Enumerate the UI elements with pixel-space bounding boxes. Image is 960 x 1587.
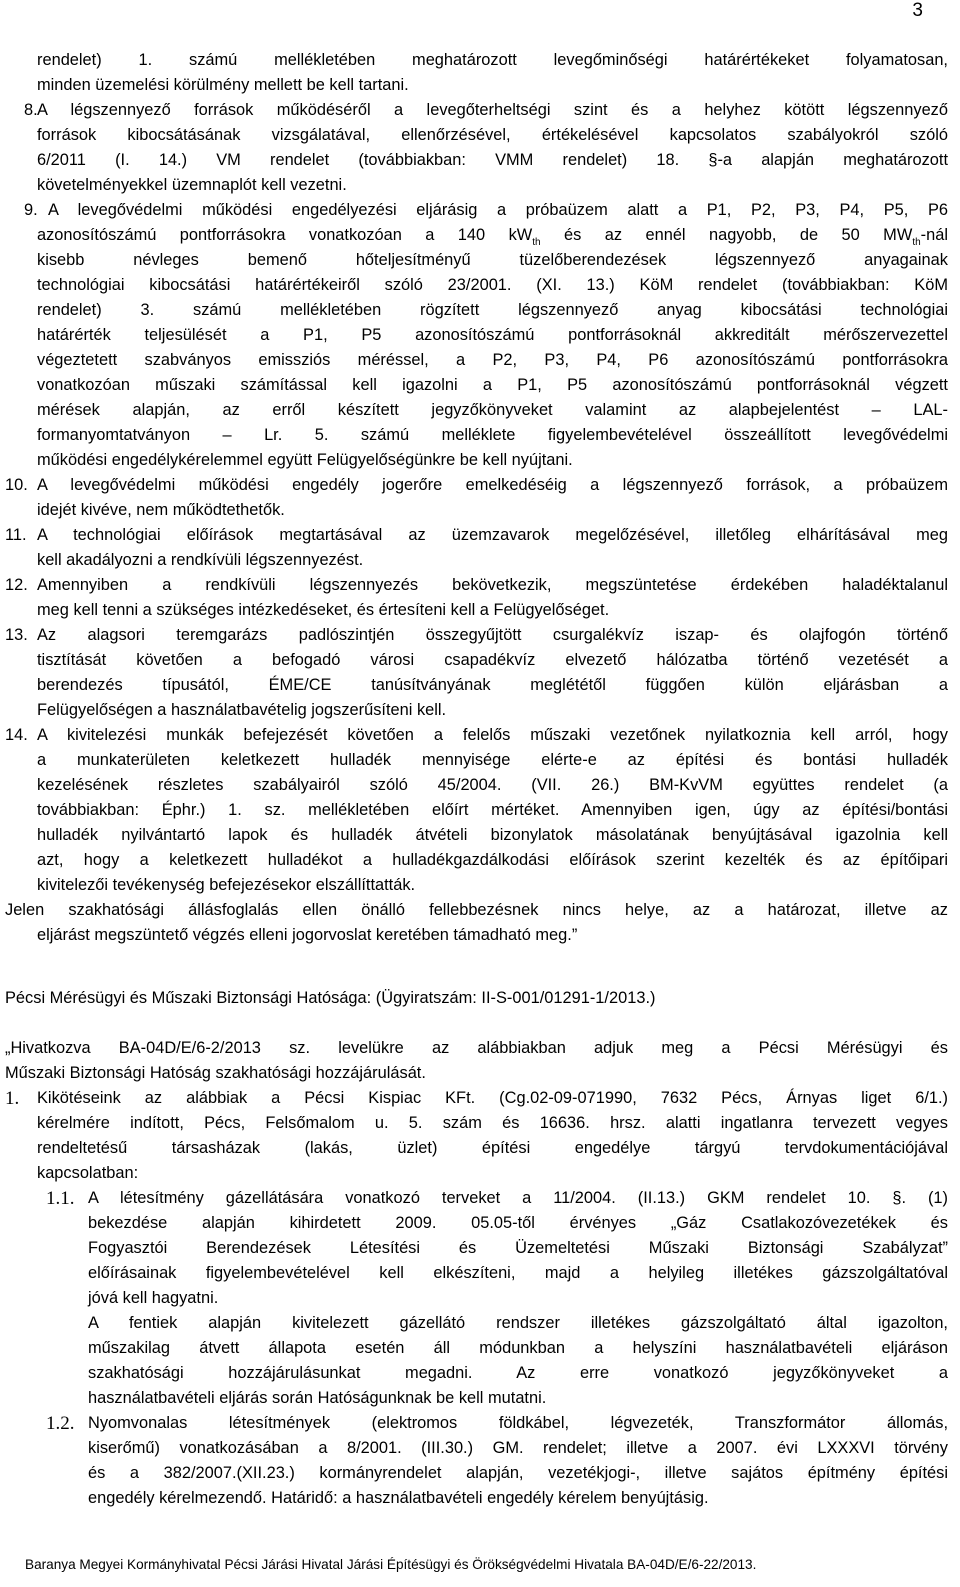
paragraph-12-line: meg kell tenni a szükséges intézkedéseket, és értesíteni kell a Felügyelőséget.	[37, 601, 610, 619]
paragraph-9-line: technológiai kibocsátási határértékeiről szóló 23/2001. (XI. 13.) KöM rendelet (továbbiakban: KöM	[37, 276, 948, 294]
reference-line: Műszaki Biztonsági Hatóság szakhatósági hozzájárulását.	[5, 1064, 426, 1082]
paragraph-14-line: A kivitelezési munkák befejezését követően a felelős műszaki vezetőnek nyilatkoznia kell arról, hogy	[37, 726, 948, 744]
closing-statement-line: Jelen szakhatósági állásfoglalás ellen önálló fellebbezésnek nincs helye, az a határozat, illetve az	[5, 901, 948, 919]
paragraph-8-line: források kibocsátásának vizsgálatával, ellenőrzésével, értékelésével kapcsolatos szabályokról szóló	[37, 126, 948, 144]
paragraph-11-line: kell akadályozni a rendkívüli légszennyezést.	[37, 551, 364, 569]
paragraph-9-line: kisebb névleges bemenő hőteljesítményű tüzelőberendezések légszennyező anyagainak	[37, 251, 948, 269]
paragraph-7-line: rendelet) 1. számú mellékletében meghatározott levegőminőségi határértékeket folyamatosan,	[37, 51, 948, 69]
paragraph-9-line: határérték teljesülését a P1, P5 azonosítószámú pontforrásoknál akkreditált mérőszervezettel	[37, 326, 948, 344]
paragraph-9-line: rendelet) 3. számú mellékletében rögzített légszennyező anyag kibocsátási technológiai	[37, 301, 948, 319]
section-1-1-paragraph-line: szakhatósági hozzájárulásunkat megadni. Az erre vonatkozó jegyzőkönyveket a	[88, 1364, 948, 1382]
item-number: 9.	[24, 201, 38, 219]
section-number: 1.1.	[46, 1188, 75, 1209]
item-number: 10.	[5, 476, 28, 494]
paragraph-11-line: A technológiai előírások megtartásával az üzemzavarok megelőzésével, illetőleg elhárításával meg	[37, 526, 948, 544]
section-number: 1.	[5, 1088, 20, 1109]
section-1-1-line: jóvá kell hagyatni.	[88, 1289, 219, 1307]
section-1-1-line: bekezdése alapján kihirdetett 2009. 05.05-től érvényes „Gáz Csatlakozóvezetékek és	[88, 1214, 948, 1232]
paragraph-9-line: A levegővédelmi működési engedélyezési eljárásig a próbaüzem alatt a P1, P2, P3, P4, P5, P6	[48, 201, 948, 219]
paragraph-9-line: formanyomtatványon – Lr. 5. számú melléklete figyelembevételével összeállított levegővédelmi	[37, 426, 948, 444]
paragraph-12-line: Amennyiben a rendkívüli légszennyezés bekövetkezik, megszüntetése érdekében haladéktalanul	[37, 576, 948, 594]
paragraph-14-line: kivitelezői tevékenység befejezésekor elszállíttatták.	[37, 876, 416, 894]
item-number: 11.	[5, 526, 27, 544]
paragraph-14-line: továbbiakban: Éphr.) 1. sz. mellékletében előírt mértéket. Amennyiben igen, úgy az építési/bontási	[37, 801, 948, 819]
item-number: 8.	[24, 101, 38, 119]
paragraph-14-line: kezelésének részletes szabályairól szóló 45/2004. (VII. 26.) BM-KvVM együttes rendelet (a	[37, 776, 948, 794]
section-1-2-line: Nyomvonalas létesítmények (elektromos földkábel, légvezeték, Transzformátor állomás,	[88, 1414, 948, 1432]
paragraph-8-line: követelményekkel üzemnaplót kell vezetni.	[37, 176, 347, 194]
paragraph-14-line: a munkaterületen keletkezett hulladék mennyisége elérte-e az építési és bontási hulladék	[37, 751, 948, 769]
paragraph-10-line: idejét kivéve, nem működtethetők.	[37, 501, 285, 519]
paragraph-9-line: vonatkozóan műszaki számítással kell igazolni a P1, P5 azonosítószámú pontforrásoknál végzett	[37, 376, 948, 394]
section-1-1-line: Fogyasztói Berendezések Létesítési és Üzemeltetési Műszaki Biztonsági Szabályzat”	[88, 1239, 948, 1257]
paragraph-13-line: Felügyelőségen a használatbavételig jogszerűsíteni kell.	[37, 701, 447, 719]
section-1-1-paragraph-line: A fentiek alapján kivitelezett gázellátó rendszer illetékes gázszolgáltató által igazolton,	[88, 1314, 948, 1332]
paragraph-14-line: azt, hogy a keletkezett hulladékot a hulladékgazdálkodási előírások szerint kezelték és az építőipari	[37, 851, 948, 869]
paragraph-9-line: működési engedélykérelemmel együtt Felügyelőségünkre be kell nyújtani.	[37, 451, 573, 469]
section-1-line: kérelmére indított, Pécs, Felsőmalom u. 5. szám és 16636. hrsz. alatti ingatlanra tervezett vegyes	[37, 1114, 948, 1132]
paragraph-7-line: minden üzemelési körülmény mellett be kell tartani.	[37, 76, 409, 94]
paragraph-10-line: A levegővédelmi működési engedély jogerőre emelkedéséig a légszennyező források, a próbaüzem	[37, 476, 948, 494]
paragraph-9-line: végeztetett szabványos emissziós méréssel, a P2, P3, P4, P6 azonosítószámú pontforrásokra	[37, 351, 948, 369]
paragraph-9-line: azonosítószámú pontforrásokra vonatkozóan a 140 $kW_{th}$ és az ennél nagyobb, de 50 $MW_{th}$-nál	[37, 226, 948, 249]
authority-heading: Pécsi Mérésügyi és Műszaki Biztonsági Hatósága: (Ügyiratszám: II-S-001/01291-1/2013.)	[5, 989, 656, 1007]
paragraph-8-line: A légszennyező források működéséről a levegőterheltségi szint és a helyhez kötött légszennyező	[37, 101, 948, 119]
paragraph-14-line: hulladék nyilvántartó lapok és hulladék átvételi bizonylatok másolatának benyújtásával igazolnia kell	[37, 826, 948, 844]
reference-line: „Hivatkozva BA-04D/E/6-2/2013 sz. levelükre az alábbiakban adjuk meg a Pécsi Mérésügyi és	[5, 1039, 948, 1057]
section-1-1-line: előírásainak figyelembevételével kell elkészíteni, majd a helyileg illetékes gázszolgáltatóval	[88, 1264, 948, 1282]
paragraph-8-line: 6/2011 (I. 14.) VM rendelet (továbbiakban: VMM rendelet) 18. §-a alapján meghatározott	[37, 151, 948, 169]
item-number: 13.	[5, 626, 28, 644]
paragraph-9-line: mérések alapján, az erről készített jegyzőkönyveket valamint az alapbejelentést – LAL-	[37, 401, 948, 419]
page-footer: Baranya Megyei Kormányhivatal Pécsi Járási Hivatal Járási Építésügyi és Örökségvédelmi Hivatala BA-04D/E/6-22/2013.	[25, 1557, 757, 1572]
section-1-line: kapcsolatban:	[37, 1164, 139, 1182]
section-1-line: rendeltetésű társasházak (lakás, üzlet) építési engedélye tárgyú tervdokumentációjával	[37, 1139, 948, 1157]
section-1-2-line: és a 382/2007.(XII.23.) kormányrendelet alapján, vezetékjogi-, illetve sajátos építmény építési	[88, 1464, 948, 1482]
item-number: 14.	[5, 726, 28, 744]
paragraph-13-line: tisztítását követően a befogadó városi csapadékvíz elvezető hálózatba történő vezetését a	[37, 651, 948, 669]
section-1-2-line: engedély kérelmezendő. Határidő: a használatbavételi engedély kérelem benyújtásig.	[88, 1489, 709, 1507]
section-1-1-paragraph-line: használatbavételi eljárás során Hatóságunknak be kell mutatni.	[88, 1389, 547, 1407]
section-1-2-line: kiserőmű) vonatkozásában a 8/2001. (III.30.) GM. rendelet; illetve a 2007. évi LXXXVI törvény	[88, 1439, 948, 1457]
section-1-1-paragraph-line: műszakilag átvett állapota esetén áll módunkban a helyszíni használatbavételi eljáráson	[88, 1339, 948, 1357]
section-number: 1.2.	[46, 1413, 75, 1434]
paragraph-13-line: Az alagsori teremgarázs padlószintjén összegyűjtött csurgalékvíz iszap- és olajfogón történő	[37, 626, 948, 644]
paragraph-13-line: berendezés típusától, ÉME/CE tanúsítványának meglététől függően külön eljárásban a	[37, 676, 948, 694]
page-number: 3	[912, 0, 923, 21]
item-number: 12.	[5, 576, 28, 594]
closing-statement-line: eljárást megszüntető végzés elleni jogorvoslat keretében támadható meg.”	[37, 926, 578, 944]
section-1-line: Kikötéseink az alábbiak a Pécsi Kispiac KFt. (Cg.02-09-071990, 7632 Pécs, Árnyas liget 6/1.)	[37, 1089, 948, 1107]
section-1-1-line: A létesítmény gázellátására vonatkozó terveket a 11/2004. (II.13.) GKM rendelet 10. §. (1)	[88, 1189, 948, 1207]
